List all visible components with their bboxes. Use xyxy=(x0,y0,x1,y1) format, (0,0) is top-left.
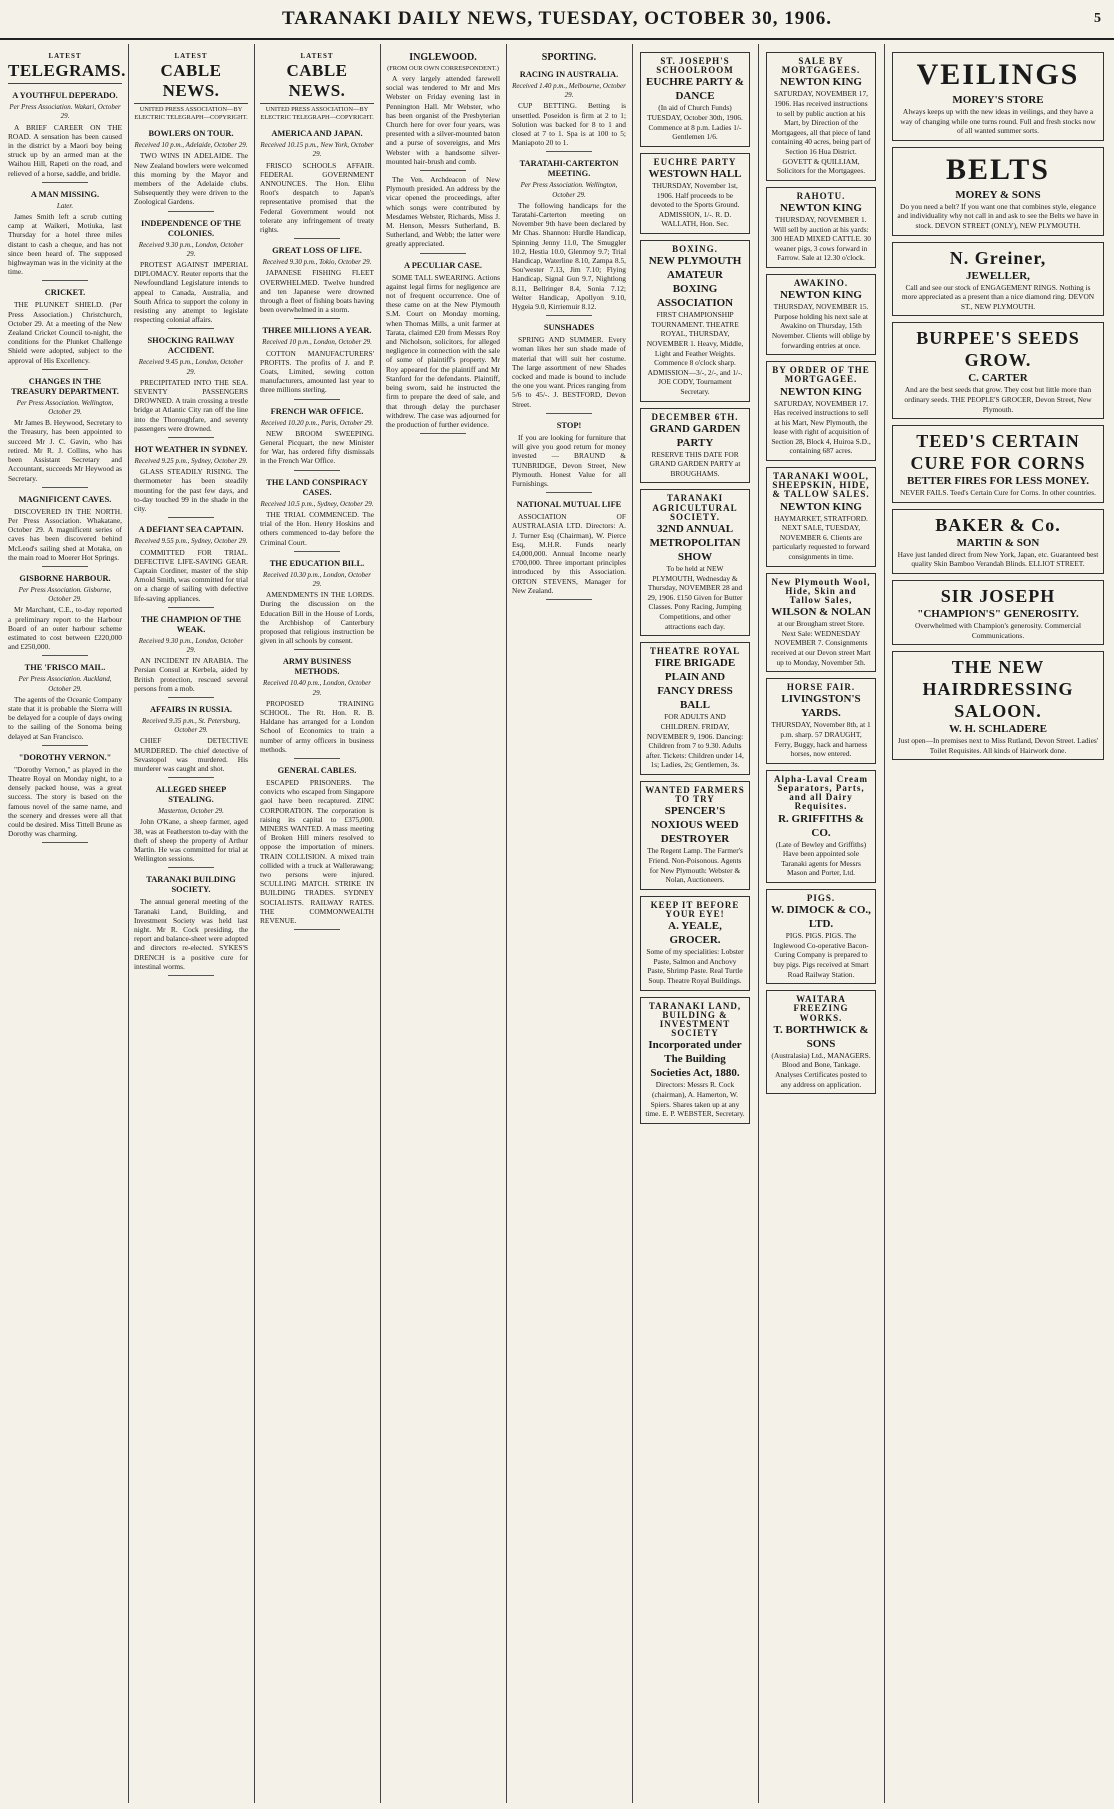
story-headline: A DEFIANT SEA CAPTAIN. xyxy=(138,525,244,535)
column-cable-news-2 xyxy=(256,44,378,1803)
story-body: CHIEF DETECTIVE MURDERED. The chief detective of Sevastopol was murdered. His murderer was caught and shot. xyxy=(134,736,248,773)
ad-title: JEWELLER, xyxy=(966,269,1030,282)
ad-headline: BAKER & Co. xyxy=(935,514,1061,535)
section-title: SPORTING. xyxy=(541,52,597,63)
ad-headline: VEILINGS xyxy=(916,58,1080,91)
ad-text: Overwhelmed with Champion's generosity. Commercial Communications. xyxy=(914,620,1082,640)
story-separator xyxy=(294,758,340,759)
ad-headline: W. DIMOCK & CO., LTD. xyxy=(771,904,871,931)
story-dateline: Received 10 p.m., London, October 29. xyxy=(262,338,372,347)
advertisement xyxy=(892,52,1104,141)
story-body: The following handicaps for the Taratahi-Carterton meeting on November 9th have been declared by Mr Chas. Shannon: Hurdle Handicap, Spinning Jenny 11.0, The Smuggler 10.2, Hestia 10.0, Glenmoy 9.7; Trial Handicap, Waterline 8.10, Zampa 8.5, Sou'wester 7.13, Jim 7.10; Flying Handicap, Signal Gun 9.7, Nightlong 8.11, Bellringer 8.4, Sonia 7.12; Welter Handicap, Apollyon 9.10, Hygeia 9.0, Kirriemuir 8.12. xyxy=(512,200,626,312)
story-body: JAPANESE FISHING FLEET OVERWHELMED. Twelve hundred and ten Japanese were drowned through a fleet of fishing boats having been overwhelmed in a storm. xyxy=(260,268,374,315)
news-story xyxy=(134,445,248,518)
advertisement xyxy=(766,467,876,567)
story-headline: ALLEGED SHEEP STEALING. xyxy=(155,785,227,805)
ad-headline: NEWTON KING xyxy=(779,385,862,398)
ad-headline: NEWTON KING xyxy=(779,289,862,302)
ad-text: HAYMARKET, STRATFORD. NEXT SALE, TUESDAY, NOVEMBER 6. Clients are particularly requested to forward consignments in time. xyxy=(772,513,870,562)
story-dateline: Masterton, October 29. xyxy=(158,807,224,816)
story-dateline: Received 10.15 p.m., New York, October 29. xyxy=(260,141,374,159)
advertisement xyxy=(640,408,750,484)
news-story xyxy=(134,785,248,868)
page-number: 5 xyxy=(1094,11,1102,26)
column-notices xyxy=(634,44,756,1803)
story-headline: THE CHAMPION OF THE WEAK. xyxy=(140,614,242,634)
section-subtitle: UNITED PRESS ASSOCIATION—BY ELECTRIC TELEGRAPH—COPYRIGHT. xyxy=(260,106,374,122)
advertisement xyxy=(766,274,876,355)
story-body: COMMITTED FOR TRIAL. DEFECTIVE LIFE-SAVING GEAR. Captain Cordiner, master of the ship Arnold Smith, was committed for trial on a charge of sailing with defective life-saving appliances. xyxy=(134,547,248,603)
story-list xyxy=(386,74,500,434)
ad-headline: GRAND GARDEN PARTY xyxy=(649,422,741,449)
story-headline: STOP! xyxy=(556,420,582,430)
ad-title: DECEMBER 6TH. xyxy=(651,411,739,422)
story-separator xyxy=(294,929,340,930)
story-separator xyxy=(546,413,592,414)
story-headline: CHANGES IN THE TREASURY DEPARTMENT. xyxy=(11,376,119,396)
story-headline: TARANAKI BUILDING SOCIETY. xyxy=(146,875,236,895)
advertisement xyxy=(640,240,750,402)
news-story xyxy=(386,74,500,171)
story-list xyxy=(8,91,122,843)
column-rule xyxy=(758,44,759,1803)
advertisement xyxy=(892,425,1104,503)
column-rule xyxy=(380,44,381,1803)
ad-headline: FIRE BRIGADE PLAIN AND FANCY DRESS BALL xyxy=(654,657,736,712)
story-dateline: Received 10.30 p.m., London, October 29. xyxy=(263,570,371,588)
advertisement xyxy=(640,52,750,147)
story-separator xyxy=(42,487,88,488)
story-headline: THE EDUCATION BILL. xyxy=(269,558,365,568)
story-body: SPRING AND SUMMER. Every woman likes her sun shade made of material that will suit her costume. The large assortment of new Shades cocked and made is bound to include the one you want. Prices ranging from 5/6 to 45/-. J. BESTFORD, Devon Street. xyxy=(512,335,626,409)
story-body: GLASS STEADILY RISING. The thermometer has been steadily mounting for the past few days, and to-day touched 99 in the shade in the city. xyxy=(134,467,248,514)
ad-title: MOREY'S STORE xyxy=(952,94,1044,106)
ad-list xyxy=(760,44,882,1102)
story-body: AMENDMENTS IN THE LORDS. During the discussion on the Education Bill in the House of Lords, the Archbishop of Canterbury proposed that religious instruction be given in all schools by consent. xyxy=(260,590,374,646)
column-telegrams xyxy=(4,44,126,1803)
ad-text: FIRST CHAMPIONSHIP TOURNAMENT. THEATRE ROYAL, THURSDAY, NOVEMBER 1. Heavy, Middle, Light and Feather Weights. Commence 8 o'clock sharp. ADMISSION—3/-, 2/-, and 1/-. JOE CODY, Tournament Secretary. xyxy=(646,310,744,396)
ad-headline: THE NEW HAIRDRESSING SALOON. xyxy=(922,657,1074,722)
story-separator xyxy=(294,551,340,552)
story-separator xyxy=(420,253,466,254)
story-body: DISCOVERED IN THE NORTH. Per Press Association. Whakatane, October 29. A magnificent series of caves has been discovered behind McLeod's sailing shed at Motaka, on the main road to Moerer Hot Springs. xyxy=(8,506,122,562)
news-story xyxy=(8,663,122,745)
advertisement xyxy=(640,642,750,775)
news-story xyxy=(8,753,122,844)
story-separator xyxy=(42,842,88,843)
story-headline: ARMY BUSINESS METHODS. xyxy=(282,657,352,677)
story-dateline: Received 10 p.m., Adelaide, October 29. xyxy=(134,141,248,150)
story-list xyxy=(134,129,248,976)
news-story xyxy=(8,495,122,567)
news-story xyxy=(260,559,374,651)
story-separator xyxy=(294,318,340,319)
section-title: INGLEWOOD. xyxy=(409,52,477,63)
ad-headline: EUCHRE PARTY & DANCE xyxy=(645,76,744,103)
news-story xyxy=(260,478,374,552)
news-story xyxy=(134,219,248,330)
story-headline: A PECULIAR CASE. xyxy=(404,260,482,270)
ad-text: (Australasia) Ltd., MANAGERS. Blood and Bone, Tankage. Analyses Certificates posted to any address on application. xyxy=(771,1050,871,1089)
advertisement xyxy=(766,361,876,461)
ad-headline: Incorporated under The Building Societies Act, 1880. xyxy=(648,1039,742,1080)
story-headline: HOT WEATHER IN SYDNEY. xyxy=(134,445,248,455)
column-rule xyxy=(254,44,255,1803)
ad-headline: BELTS xyxy=(946,152,1050,186)
advertisement xyxy=(766,889,876,984)
ad-title: PIGS. xyxy=(806,892,836,903)
story-headline: GREAT LOSS OF LIFE. xyxy=(272,246,362,256)
story-body: SOME TALL SWEARING. Actions against legal firms for negligence are not of frequent occurrence. One of these came on at the New Plymouth S.M. Court on Monday morning, when Thomas Mills, a unit farmer at Tarata, claimed £20 from Messrs Roy and Nicholson, solicitors, for alleged negligence in connection with the sale of some of plaintiff's property. Mr Roy appeared for the plaintiff and Mr Stanford for the defendants. Plaintiff, being sworn, said he instructed the firm to prepare the deed of sale, and that through delay the purchaser withdrew. The case was adjourned for the production of further evidence. xyxy=(386,272,500,429)
story-dateline: Received 9.45 p.m., London, October 29. xyxy=(138,358,244,376)
ad-title: MOREY & SONS xyxy=(955,188,1041,201)
story-dateline: Per Press Association. Auckland, October 29. xyxy=(18,675,112,693)
column-rule xyxy=(506,44,507,1803)
column-rule xyxy=(884,44,885,1803)
story-headline: SHOCKING RAILWAY ACCIDENT. xyxy=(147,336,235,356)
story-separator xyxy=(294,649,340,650)
ad-text: THURSDAY, November 1st, 1906. Half proceeds to be devoted to the Sports Ground. ADMISSION, 1/-. R. D. WALLATH, Hon. Sec. xyxy=(650,180,740,229)
ad-text: The Regent Lamp. The Farmer's Friend. Non-Poisonous. Agents for New Plymouth: Webster & Nolan, Auctioneers. xyxy=(647,846,743,885)
ad-title: WANTED FARMERS TO TRY xyxy=(645,785,745,805)
story-dateline: Received 10.40 p.m., London, October 29. xyxy=(263,679,371,697)
story-dateline: Received 9.30 p.m., Tokio, October 29. xyxy=(262,258,372,267)
story-headline: CRICKET. xyxy=(44,288,86,298)
ad-title: TARANAKI AGRICULTURAL SOCIETY. xyxy=(652,493,738,522)
story-dateline: Received 9.35 p.m., St. Petersburg, October 29. xyxy=(141,716,241,735)
advertisement xyxy=(640,489,750,636)
advertisement xyxy=(892,651,1104,760)
news-story xyxy=(134,705,248,778)
story-headline: FRENCH WAR OFFICE. xyxy=(270,406,364,416)
story-separator xyxy=(42,566,88,567)
news-story xyxy=(8,288,122,369)
story-dateline: Per Press Association. Gisborne, October 29. xyxy=(18,585,112,604)
advertisement xyxy=(892,509,1104,574)
story-headline: THREE MILLIONS A YEAR. xyxy=(262,326,372,336)
news-story xyxy=(512,421,626,493)
ad-headline: A. YEALE, GROCER. xyxy=(668,920,722,947)
story-headline: TARATAHI-CARTERTON MEETING. xyxy=(519,159,619,179)
ad-title: SALE BY MORTGAGEES. xyxy=(781,56,861,76)
column-kicker: LATEST xyxy=(48,52,82,60)
story-separator xyxy=(294,238,340,239)
news-story xyxy=(134,615,248,698)
news-story xyxy=(512,159,626,316)
story-dateline: Received 10.20 p.m., Paris, October 29. xyxy=(260,418,374,427)
story-body: FRISCO SCHOOLS AFFAIR. FEDERAL GOVERNMENT ANNOUNCES. The Hon. Elihu Root's despatch to Japan's representative promised that the Federal Government would not tolerate any infringement of treaty rights. xyxy=(260,160,374,235)
ad-title: New Plymouth Wool, Hide, Skin and Tallow Sales, xyxy=(771,576,871,606)
ad-title: ST. JOSEPH'S SCHOOLROOM xyxy=(656,56,734,76)
story-headline: A YOUTHFUL DEPERADO. xyxy=(12,91,118,101)
story-separator xyxy=(546,315,592,316)
story-body: COTTON MANUFACTURERS' PROFITS. The profits of J. and P. Coats, Limited, sewing cotton manufacturers, amounted last year to three millions sterling. xyxy=(260,348,374,395)
column-inglewood xyxy=(382,44,504,1803)
ad-headline: SPENCER'S NOXIOUS WEED DESTROYER xyxy=(651,805,739,846)
ad-title: THEATRE ROYAL xyxy=(649,646,741,657)
news-story xyxy=(260,246,374,319)
news-story xyxy=(134,336,248,438)
story-body: A very largely attended farewell social was tendered to Mr and Mrs Webster on Friday evening last in Pennington Hall. Mr Webster, who has been organist of the Presbyterian Church here for over four years, was presented with a silver-mounted baton and a purse of sovereigns, and Mrs Webster with a handsome silver-mounted hair-brush and comb. xyxy=(386,74,500,166)
story-headline: NATIONAL MUTUAL LIFE xyxy=(516,500,622,510)
story-body: James Smith left a scrub cutting camp at Waikeri, Motiuka, last Thursday for a hotel three miles distant to cash a cheque, and has not since been heard of. The supposed highwayman was in the vicinity at the time. xyxy=(8,212,122,277)
ad-title: RAHOTU. xyxy=(796,190,846,201)
ad-list xyxy=(886,44,1110,768)
story-body: PRECIPITATED INTO THE SEA. SEVENTY PASSENGERS DROWNED. A train crossing a trestle bridge at Atlantic City ran off the line into the Thoroughfare, and seventy passengers were drowned. xyxy=(134,377,248,433)
story-list xyxy=(512,70,626,600)
story-headline: INDEPENDENCE OF THE COLONIES. xyxy=(140,218,242,238)
ad-text: at our Brougham street Store. Next Sale: WEDNESDAY NOVEMBER 7. Consignments received at our Devon street Mart up to Monday, November 5th. xyxy=(771,619,871,667)
story-separator xyxy=(420,433,466,434)
story-separator xyxy=(42,182,88,183)
story-body: AN INCIDENT IN ARABIA. The Persian Consul at Kerbela, aided by British protection, rescued several persons from a mob. xyxy=(134,656,248,693)
advertisement xyxy=(766,990,876,1094)
ad-headline: R. GRIFFITHS & CO. xyxy=(778,812,864,839)
advertisement xyxy=(766,678,876,764)
story-body: PROTEST AGAINST IMPERIAL DIPLOMACY. Reuter reports that the Newfoundland Legislature intends to appeal to Canada, Australia, and South Africa to support the colony in resisting any attempt to legislate respecting colonial affairs. xyxy=(134,260,248,325)
news-story xyxy=(8,91,122,183)
advertisement xyxy=(640,153,750,234)
ad-headline: N. Greiner, xyxy=(949,247,1047,268)
news-story xyxy=(134,129,248,211)
story-body: Mr James B. Heywood, Secretary to the Treasury, has been appointed to succeed Mr J. C. Gavin, who has retired. Mr R. J. Collins, who has been Assistant Secretary and Accountant, succeeds Mr Heywood as Secretary. xyxy=(8,418,122,483)
story-dateline: Received 9.30 p.m., London, October 29. xyxy=(138,636,244,654)
story-body: NEW BROOM SWEEPING. General Picquart, the new Minister for War, has ordered fifty dismissals in the French War Office. xyxy=(260,428,374,466)
story-separator xyxy=(420,170,466,171)
story-separator xyxy=(168,777,214,778)
news-story xyxy=(8,574,122,656)
ad-text: Call and see our stock of ENGAGEMENT RINGS. Nothing is more appreciated as a present than a nice diamond ring. DEVON ST., NEW PLYMOUTH. xyxy=(901,282,1095,311)
story-separator xyxy=(168,697,214,698)
ad-text: To be held at NEW PLYMOUTH, Wednesday & Thursday, NOVEMBER 28 and 29, 1906. £150 Given for Butter Classes. Pony Racing, Jumping Competitions, and other attractions each day. xyxy=(647,564,743,631)
story-body: PROPOSED TRAINING SCHOOL. The Rt. Hon. R. B. Haldane has arranged for a London School of Economics to train a number of army officers in business methods. xyxy=(260,698,374,754)
ad-text: THURSDAY, NOVEMBER 1. Will sell by auction at his yards: 300 HEAD MIXED CATTLE. 30 weaner pigs, 3 cows forward in Farrow. Sale at 12.30 o'clock. xyxy=(771,214,871,263)
story-headline: MAGNIFICENT CAVES. xyxy=(18,494,112,504)
ad-text: SATURDAY, NOVEMBER 17. Has received instructions to sell at his Mart, New Plymouth, the lease with right of acquisition of Section 28, Block 4, Huiroa S.D., containing 687 acres. xyxy=(771,398,871,456)
ad-title: TARANAKI WOOL, SHEEPSKIN, HIDE, & TALLOW SALES. xyxy=(772,471,870,500)
story-body: TWO WINS IN ADELAIDE. The New Zealand bowlers were welcomed this morning by the Mayor and members of the Adelaide clubs. Subsequently they were driven to the Zoological Gardens. xyxy=(134,151,248,207)
news-story xyxy=(512,500,626,600)
ad-list xyxy=(634,44,756,1132)
advertisement xyxy=(640,781,750,890)
section-title: CABLE NEWS. xyxy=(260,61,374,104)
ad-text: FOR ADULTS AND CHILDREN. FRIDAY, NOVEMBER 9, 1906. Dancing: Children from 7 to 9.30. Adults after. Tickets: Children under 14, 1s; Ladies, 2s; Gentlemen, 3s. xyxy=(646,712,744,770)
story-separator xyxy=(546,151,592,152)
story-separator xyxy=(42,280,88,281)
ad-title: BETTER FIRES FOR LESS MONEY. xyxy=(906,475,1090,488)
story-body: If you are looking for furniture that will give you good return for money invested — BRAUND & TUNBRIDGE, Devon Street, New Plymouth. Honest Value for all Furnishings. xyxy=(512,432,626,488)
advertisement xyxy=(640,997,750,1124)
story-dateline: Received 1.40 p.m., Melbourne, October 29. xyxy=(512,82,626,100)
story-dateline: Received 10.5 p.m., Sydney, October 29. xyxy=(260,499,374,508)
ad-title: HORSE FAIR. xyxy=(786,682,856,693)
ad-title: Alpha-Laval Cream Separators, Parts, and all Dairy Requisites. xyxy=(773,773,869,812)
ad-text: NEVER FAILS. Teed's Certain Cure for Corns. In other countries. xyxy=(900,488,1096,498)
story-headline: A MAN MISSING. xyxy=(30,189,100,199)
ad-headline: SIR JOSEPH xyxy=(940,585,1056,606)
story-body: "Dorothy Vernon," as played in the Theatre Royal on Monday night, to a densely packed house, was a great success. The story is based on the famous novel of the same name, and the scenery and dresses were all that could be desired. Miss Tittell Brune as Dorothy was charming. xyxy=(8,764,122,839)
ad-text: RESERVE THIS DATE FOR GRAND GARDEN PARTY at BROUGHAMS. xyxy=(649,449,741,478)
story-body: CUP BETTING. Betting is unsettled. Poseidon is firm at 2 to 1; Solution was backed for 8 to 1 and closed at 7 to 1. Spa is at 100 to 5; Maniapoto 20 to 1. xyxy=(512,101,626,148)
ad-text: SATURDAY, NOVEMBER 17, 1906. Has received instructions to sell by public auction at his Mart, by Direction of the Mortgagees, all that piece of land containing 40 acres, being part of Section 16 Hua District. GOVETT & QUILLIAM, Solicitors for the Mortgagees. xyxy=(771,89,871,176)
story-headline: THE LAND CONSPIRACY CASES. xyxy=(266,477,368,497)
masthead-title: TARANAKI DAILY NEWS, TUESDAY, OCTOBER 30, 1906. xyxy=(282,8,832,29)
advertisement xyxy=(892,322,1104,419)
story-separator xyxy=(546,492,592,493)
ad-text: PIGS. PIGS. PIGS. The Inglewood Co-operative Bacon-Curing Company is prepared to buy pigs. Pigs received at Smart Road Railway Station. xyxy=(773,931,869,979)
advertisement xyxy=(766,770,876,883)
ad-headline: LIVINGSTON'S YARDS. xyxy=(781,693,861,720)
ad-headline: NEWTON KING xyxy=(779,76,862,89)
story-body: ASSOCIATION OF AUSTRALASIA LTD. Directors: A. J. Turner Esq (Chairman), W. Pierce Esq, M.H.R. Funds nearly £4,000,000. Annual Income nearly £700,000. Three important principles introduced by this Association. ORTON STEVENS, Manager for New Zealand. xyxy=(512,512,626,595)
ad-title: C. CARTER xyxy=(968,372,1028,385)
advertisement xyxy=(892,242,1104,317)
ad-headline: T. BORTHWICK & SONS xyxy=(773,1023,869,1050)
story-body: THE PLUNKET SHIELD. (Per Press Association.) Christchurch, October 29. At a meeting of the New Zealand Cricket Council to-night, the conditions for the Plunket Challenge Shield were adopted, subject to the approval of His Excellency. xyxy=(8,300,122,365)
masthead xyxy=(0,0,1114,40)
advertisement xyxy=(766,573,876,673)
story-separator xyxy=(42,745,88,746)
news-story xyxy=(260,657,374,759)
ad-headline: WESTOWN HALL xyxy=(648,167,742,180)
ad-headline: NEW PLYMOUTH AMATEUR BOXING ASSOCIATION xyxy=(648,255,742,310)
story-dateline: Per Press Association. Wellington, October 29. xyxy=(16,398,114,417)
story-headline: "DOROTHY VERNON." xyxy=(18,752,112,762)
story-headline: GISBORNE HARBOUR. xyxy=(19,573,111,583)
section-title: TELEGRAMS. xyxy=(8,61,122,84)
ad-title: EUCHRE PARTY xyxy=(653,156,737,167)
column-kicker: LATEST xyxy=(300,52,334,60)
ad-text: THURSDAY, NOVEMBER 15. Purpose holding his next sale at Awakino on Thursday, 15th November. Clients will oblige by forwarding entries at once. xyxy=(771,302,871,350)
story-separator xyxy=(168,437,214,438)
news-story xyxy=(134,875,248,976)
story-separator xyxy=(168,975,214,976)
advertisement xyxy=(892,580,1104,645)
column-rule xyxy=(128,44,129,1803)
story-body: THE TRIAL COMMENCED. The trial of the Hon. Henry Hoskins and others commenced to-day before the Criminal Court. xyxy=(260,509,374,547)
story-separator xyxy=(168,517,214,518)
ad-text: Just open—In premises next to Miss Rutland, Devon Street. Ladies' Toilet Requisites. All kinds of Hairwork done. xyxy=(897,736,1099,755)
story-body: The agents of the Oceanic Company state that it is probable the Sierra will be delayed for a couple of days owing to the sailing of the Sonoma being delayed at San Francisco. xyxy=(8,694,122,741)
column-rule xyxy=(632,44,633,1803)
ad-headline: 32ND ANNUAL METROPOLITAN SHOW xyxy=(649,523,741,564)
story-dateline: Received 9.30 p.m., London, October 29. xyxy=(138,240,244,258)
advertisement xyxy=(640,896,750,991)
story-dateline: Later. xyxy=(56,201,74,210)
ad-title: "CHAMPION'S" GENEROSITY. xyxy=(917,607,1079,620)
ad-text: Some of my specialities: Lobster Paste, Salmon and Anchovy Paste, Shrimp Paste. Real Turtle Soup. Theatre Royal Buildings. xyxy=(646,947,744,985)
ad-headline: WILSON & NOLAN xyxy=(771,606,871,619)
ad-title: W. H. SCHLADERE xyxy=(948,723,1047,736)
news-story xyxy=(8,377,122,488)
ad-text: Do you need a belt? If you want one that combines style, elegance and individuality why not call in and ask to see the Belts we have in stock. DEVON STREET (ONLY), NEW PLYMOUTH. xyxy=(897,201,1099,230)
story-body: ESCAPED PRISONERS. The convicts who escaped from Singapore gaol have been recaptured. ZINC CORPORATION. The corporation is raising its capital to £375,000. MINERS WANTED. A mass meeting of Broken Hill miners resolved to oppose the importation of miners. TRAIN COLLISION. A mixed train collided with a truck at Wallerawang; two persons were injured. SCULLING MATCH. STRIKE IN BUILDING TRADES. SYDNEY SOCIALISTS. RAILWAY RATES. THE COMMONWEALTH REVENUE. xyxy=(260,777,374,925)
news-story xyxy=(8,190,122,282)
ad-headline: TEED'S CERTAIN CURE FOR CORNS xyxy=(910,431,1086,474)
story-separator xyxy=(168,328,214,329)
story-list xyxy=(260,129,374,930)
column-kicker: LATEST xyxy=(174,52,208,60)
story-body: John O'Kane, a sheep farmer, aged 38, was at Featherston to-day with the theft of sheep the property of Arthur Martin. He was committed for trial at Wellington sessions. xyxy=(134,817,248,864)
column-auctions xyxy=(760,44,882,1803)
ad-title: AWAKINO. xyxy=(793,277,849,288)
ad-title: MARTIN & SON xyxy=(956,536,1040,549)
story-headline: GENERAL CABLES. xyxy=(277,765,357,775)
news-story xyxy=(386,175,500,254)
story-separator xyxy=(168,607,214,608)
story-separator xyxy=(168,867,214,868)
news-story xyxy=(260,407,374,471)
story-dateline: Received 9.25 p.m., Sydney, October 29. xyxy=(134,457,248,466)
section-title: CABLE NEWS. xyxy=(134,61,248,104)
story-body: A BRIEF CAREER ON THE ROAD. A sensation has been caused in the district by a Maori boy being struck up by an armed man at the Waihou Hill, Rapeti on the road, and relieved of a horse, saddle, and bridle. xyxy=(8,122,122,178)
ad-title: BY ORDER OF THE MORTGAGEE. xyxy=(772,365,870,385)
ad-headline: NEWTON KING xyxy=(779,201,862,214)
story-headline: AMERICA AND JAPAN. xyxy=(271,129,363,139)
news-story xyxy=(512,323,626,414)
news-story xyxy=(134,525,248,607)
advertisement xyxy=(766,187,876,268)
story-headline: SUNSHADES xyxy=(543,323,595,333)
story-headline: RACING IN AUSTRALIA. xyxy=(519,70,619,79)
ad-title: TARANAKI LAND, BUILDING & INVESTMENT SOCIETY xyxy=(648,1000,742,1039)
ad-text: (In aid of Church Funds) TUESDAY, October 30th, 1906. Commence at 8 p.m. Ladies 1/- Gentlemen 1/6. xyxy=(647,103,743,142)
news-story xyxy=(260,766,374,930)
ad-text: Always keeps up with the new ideas in veilings, and they have a way of changing while one turns round. Full and fresh stocks now of all wanted summer sorts. xyxy=(900,107,1096,136)
ad-text: THURSDAY, November 8th, at 1 p.m. sharp. 57 DRAUGHT, Ferry, Buggy, hack and harness horses, now entered. xyxy=(771,720,871,759)
column-cable-news-1 xyxy=(130,44,252,1803)
ad-headline: NEWTON KING xyxy=(779,500,862,513)
ad-title: WAITARA FREEZING WORKS. xyxy=(793,994,849,1023)
story-dateline: Received 9.55 p.m., Sydney, October 29. xyxy=(134,537,248,546)
story-separator xyxy=(42,369,88,370)
advertisement xyxy=(892,147,1104,236)
story-separator xyxy=(168,211,214,212)
story-separator xyxy=(42,655,88,656)
story-headline: AFFAIRS IN RUSSIA. xyxy=(150,704,232,714)
ad-text: And are the best seeds that grow. They cost but little more than ordinary seeds. THE PEOPLE'S GROCER, Devon Street, New Plymouth. xyxy=(904,385,1092,414)
story-separator xyxy=(546,599,592,600)
section-subtitle: (FROM OUR OWN CORRESPONDENT.) xyxy=(387,65,499,72)
story-dateline: Per Press Association. Wakari, October 29. xyxy=(9,103,121,121)
ad-title: BOXING. xyxy=(672,243,718,254)
story-headline: THE 'FRISCO MAIL. xyxy=(24,663,106,673)
story-headline: BOWLERS ON TOUR. xyxy=(148,129,234,139)
ad-headline: BURPEE'S SEEDS GROW. xyxy=(916,328,1080,371)
ad-title: KEEP IT BEFORE YOUR EYE! xyxy=(650,899,740,919)
column-sporting xyxy=(508,44,630,1803)
story-body: Mr Marchant, C.E., to-day reported a preliminary report to the Harbour Board of an outer harbour scheme estimated to cost between £220,000 and £250,000. xyxy=(8,605,122,652)
news-story xyxy=(260,129,374,239)
news-story xyxy=(512,70,626,152)
column-display-ads xyxy=(886,44,1110,1803)
story-body: The annual general meeting of the Taranaki Land, Building, and Investment Society was held last night. Mr R. Cock presiding, the report and balance-sheet were adopted and directors re-elected. SYKES'S DRENCH is a positive cure for intestinal worms. xyxy=(134,897,248,971)
story-separator xyxy=(294,470,340,471)
news-story xyxy=(260,326,374,399)
story-body: The Ven. Archdeacon of New Plymouth presided. An address by the vicar opened the proceedings, after which songs were contributed by Mesdames Webster, Richards, Miss J. M. Henson, Messrs Sutherland, B. Sutherland, and Webb; the latter were greatly appreciated. xyxy=(386,175,500,249)
story-dateline: Per Press Association. Wellington, October 29. xyxy=(520,181,618,199)
advertisement xyxy=(766,52,876,181)
ad-text: Directors: Messrs R. Cock (chairman), A. Hamerton, W. Spiers. Shares taken up at any time. E. P. WEBSTER, Secretary. xyxy=(645,1080,745,1119)
story-separator xyxy=(294,399,340,400)
section-subtitle: UNITED PRESS ASSOCIATION—BY ELECTRIC TELEGRAPH—COPYRIGHT. xyxy=(134,106,248,122)
ad-text: Have just landed direct from New York, Japan, etc. Guaranteed best quality Skin Bamboo Verandah Blinds. ELLIOT STREET. xyxy=(897,549,1099,569)
news-story xyxy=(386,261,500,434)
ad-text: (Late of Bewley and Griffiths) Have been appointed sole Taranaki agents for Messrs Mason and Porter, Ltd. xyxy=(775,839,867,878)
